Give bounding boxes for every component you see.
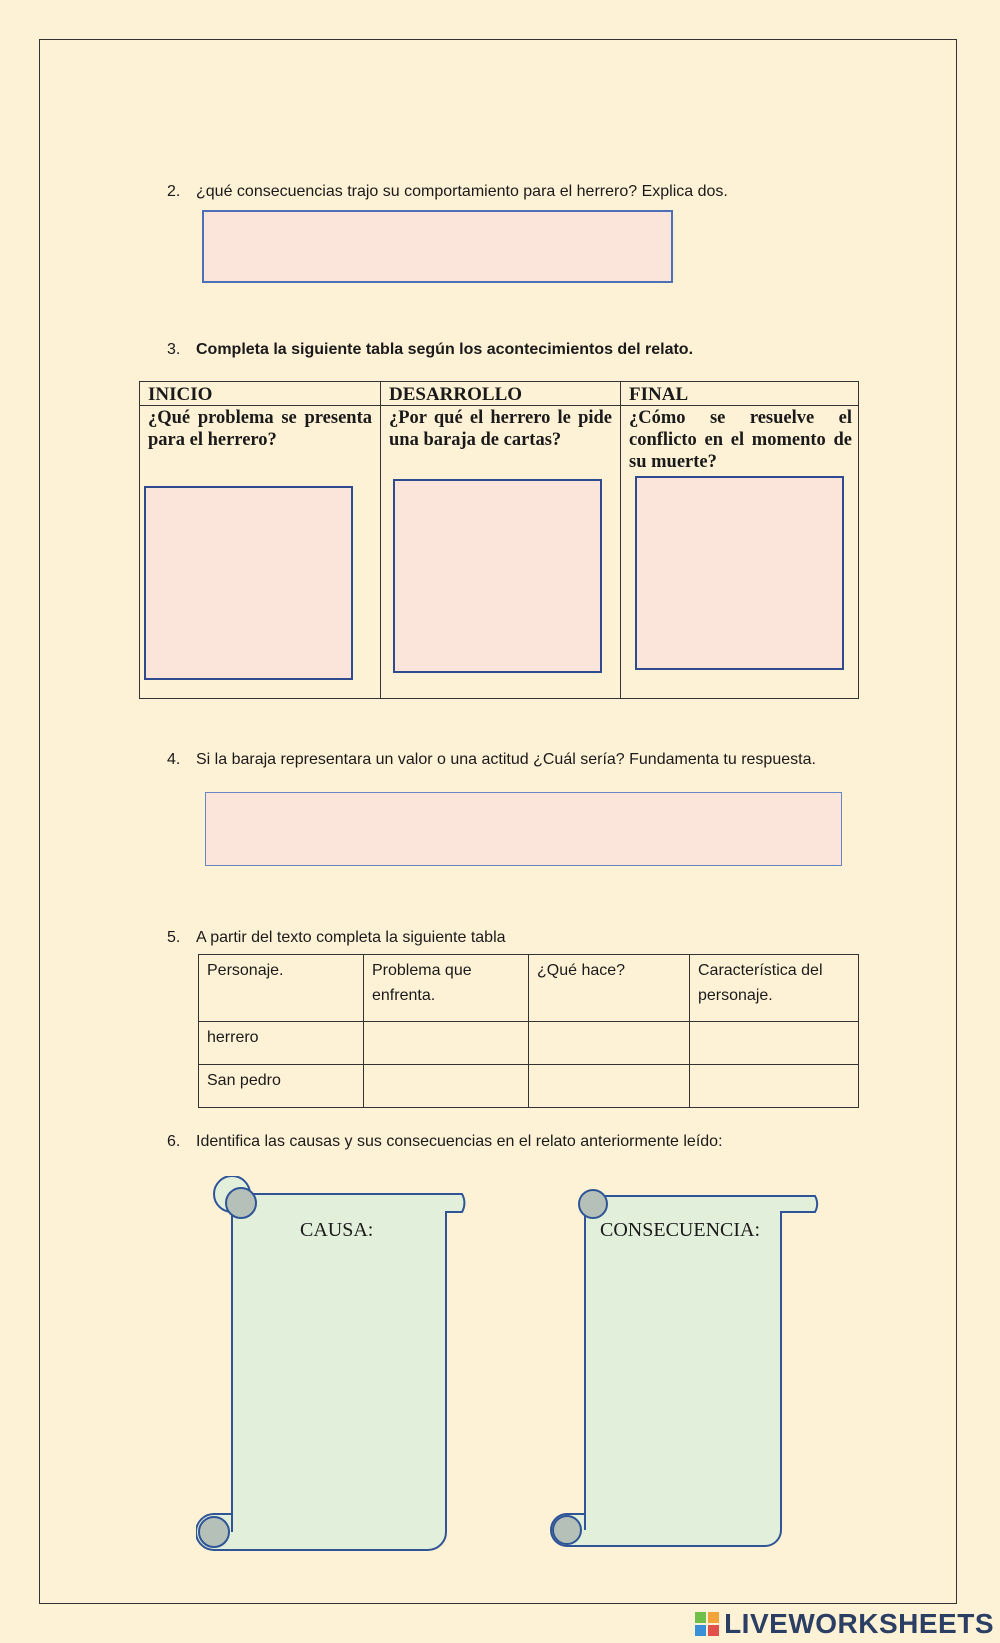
answer-box-q2[interactable] (202, 210, 673, 283)
column-question: ¿Por qué el herrero le pide una baraja de cartas? (389, 408, 612, 450)
brand-logo (694, 1609, 994, 1639)
character-cell: San pedro (199, 1065, 364, 1108)
table-row (199, 1065, 859, 1108)
liveworksheets-logo-icon (694, 1611, 720, 1637)
table-header-row (199, 955, 859, 1022)
scroll-causa (196, 1176, 486, 1568)
header-cell: Problema que enfrenta. (364, 955, 529, 1022)
answer-box-final[interactable] (635, 476, 844, 670)
scroll-label: CAUSA: (300, 1219, 374, 1241)
table-row (199, 1022, 859, 1065)
header-cell: Personaje. (199, 955, 364, 1022)
characters-table (198, 954, 859, 1108)
question-number: 6. (167, 1133, 181, 1150)
answer-cell[interactable] (364, 1065, 529, 1108)
column-header: DESARROLLO (389, 384, 523, 405)
column-header: FINAL (629, 384, 689, 405)
brand-name: LIVEWORKSHEETS (724, 1608, 994, 1639)
column-question: ¿Cómo se resuelve el conflicto en el momento de su muerte? (629, 408, 852, 472)
answer-cell[interactable] (529, 1022, 690, 1065)
question-number: 3. (167, 341, 181, 358)
scroll-consecuencia (549, 1180, 839, 1564)
column-question: ¿Qué problema se presenta para el herrero? (148, 408, 372, 450)
question-text: Completa la siguiente tabla según los acontecimientos del relato. (196, 341, 694, 358)
question-text: Si la baraja representara un valor o una actitud ¿Cuál sería? Fundamenta tu respuesta. (196, 751, 816, 768)
answer-box-desarrollo[interactable] (393, 479, 602, 673)
question-text: ¿qué consecuencias trajo su comportamiento para el herrero? Explica dos. (196, 183, 728, 200)
answer-box-inicio[interactable] (144, 486, 353, 680)
column-header: INICIO (148, 384, 213, 405)
answer-box-q4[interactable] (205, 792, 842, 866)
answer-cell[interactable] (690, 1065, 859, 1108)
question-number: 4. (167, 751, 181, 768)
header-cell: Característica del personaje. (690, 955, 859, 1022)
character-cell: herrero (199, 1022, 364, 1065)
question-text: Identifica las causas y sus consecuencias en el relato anteriormente leído: (196, 1133, 723, 1150)
question-number: 2. (167, 183, 181, 200)
question-number: 5. (167, 929, 181, 946)
header-cell: ¿Qué hace? (529, 955, 690, 1022)
answer-cell[interactable] (364, 1022, 529, 1065)
answer-cell[interactable] (529, 1065, 690, 1108)
answer-cell[interactable] (690, 1022, 859, 1065)
scroll-label: CONSECUENCIA: (600, 1219, 761, 1241)
question-text: A partir del texto completa la siguiente tabla (196, 929, 506, 946)
